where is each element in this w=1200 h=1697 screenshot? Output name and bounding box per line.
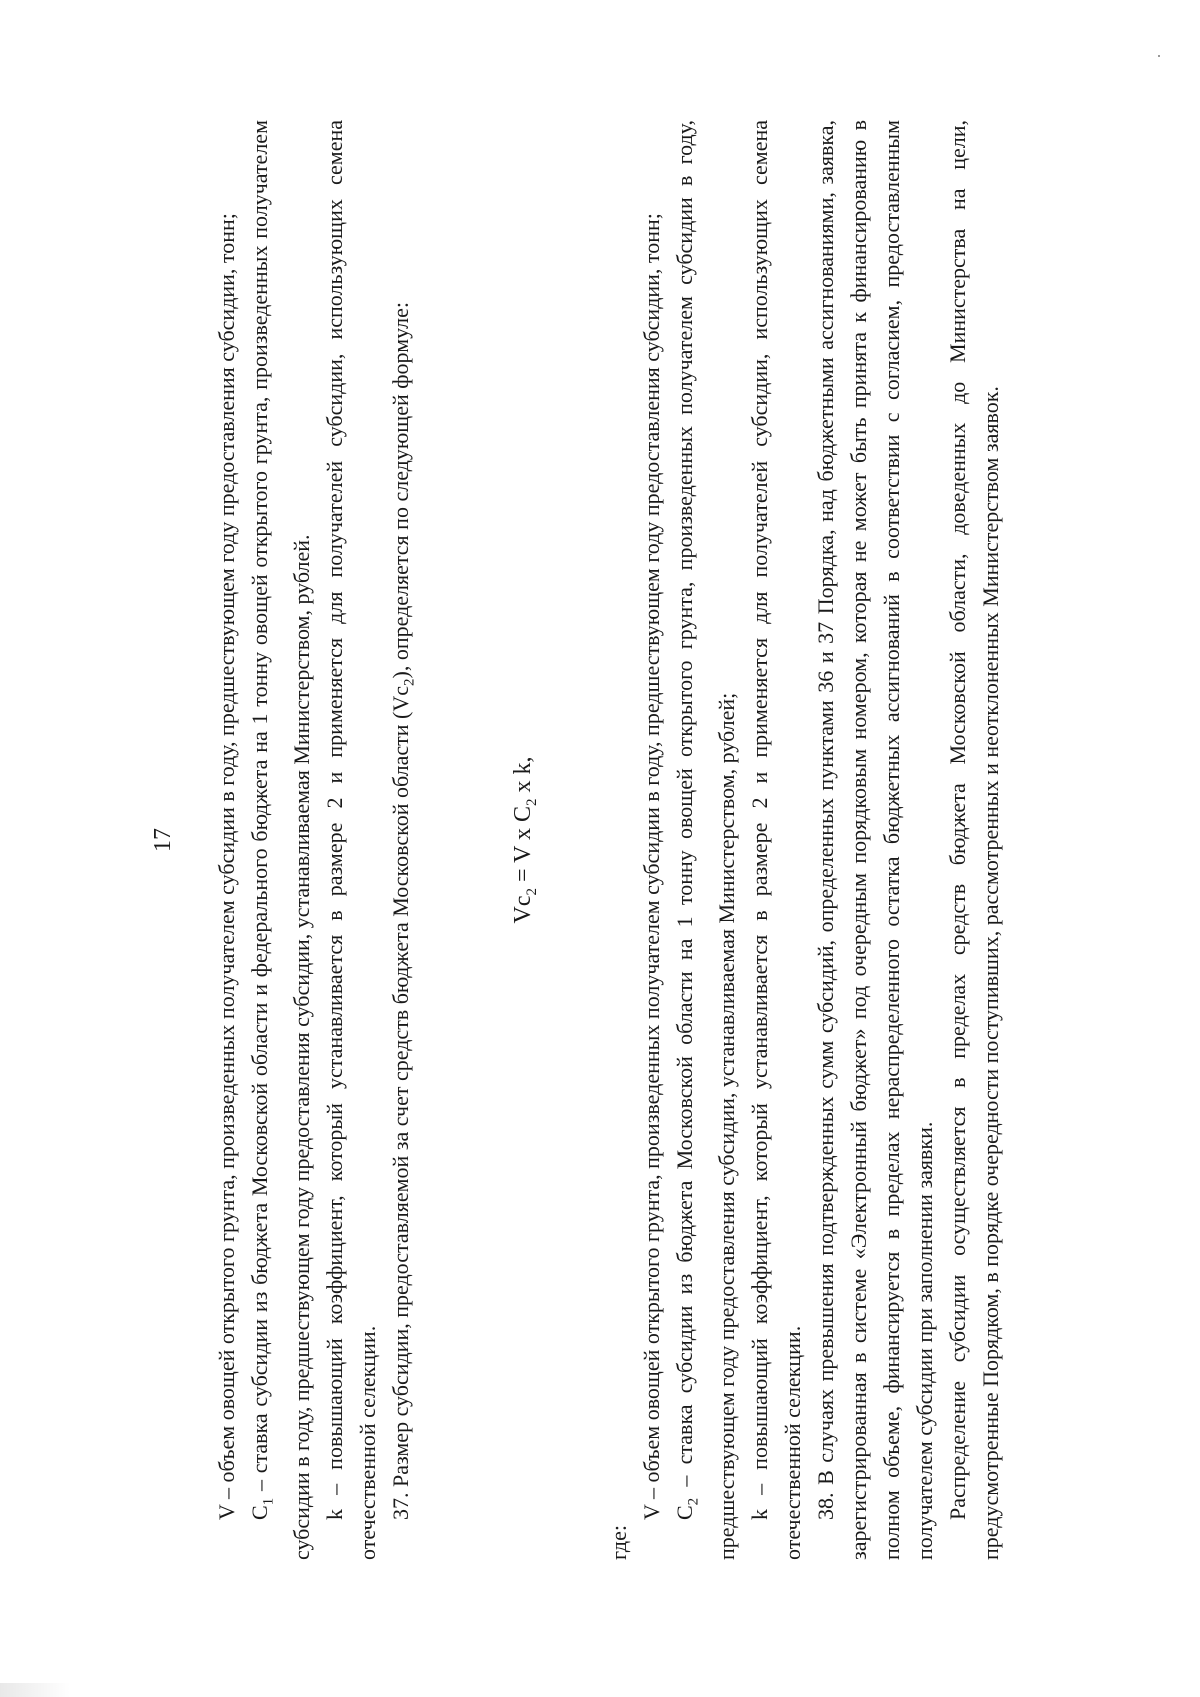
formula-vc2: $Vc_2 = V$ x $C_2$ x k, bbox=[510, 756, 540, 924]
paragraph-38: 38. В случаях превышения подтвержденных сумм субсидий, определенных пунктами 36 и 37 Порядка, над бюджетными ассигнованиями, заявка, зарегистрированная в системе «Электронный бюджет» под очередным порядковым номером, которая не может быть принята к финансированию в полном объеме, финансируется в пределах нераспределенного остатка бюджетных ассигнований в соответствии с согласием, предоставленным получателем субсидии при заполнении заявки. bbox=[813, 120, 938, 1560]
page-number: 17 bbox=[150, 828, 176, 852]
paragraph-37: 37. Размер субсидии, предоставляемой за счет средств бюджета Московской области $(Vc_2)$, определяется по следующей формуле: bbox=[388, 301, 418, 1520]
paragraph-k-definition: k – повышающий коэффициент, который устанавливается в размере 2 и применяется для получателей субсидии, использующих семена отечественной селекции. bbox=[322, 120, 381, 1560]
paragraph-k-definition-2: k – повышающий коэффициент, который устанавливается в размере 2 и применяется для получателей субсидии, использующих семена отечественной селекции. bbox=[747, 120, 806, 1560]
paragraph-v-definition-2: V – объем овощей открытого грунта, произведенных получателем субсидии в году, предшествующем году предоставления субсидии, тонн; bbox=[639, 213, 664, 1520]
paragraph-c2-definition: $C_2$ – ставка субсидии из бюджета Московской области на 1 тонну овощей открытого грунта, произведенных получателем субсидии в году, предшествующем году предоставления субсидии, устанавливаемая Министерством, рублей; bbox=[672, 120, 740, 1560]
scan-artifact-dot bbox=[1158, 55, 1160, 57]
paragraph-v-definition: V – объем овощей открытого грунта, произведенных получателем субсидии в году, предшествующем году предоставления субсидии, тонн; bbox=[214, 213, 239, 1520]
rotated-page-content bbox=[150, 120, 1050, 1560]
paragraph-where: где: bbox=[606, 1525, 631, 1560]
text-block-upper bbox=[210, 120, 427, 1560]
scan-artifact-edge bbox=[0, 1683, 70, 1697]
paragraph-c1-definition: $C_1$ – ставка субсидии из бюджета Московской области и федерального бюджета на 1 тонну овощей открытого грунта, произведенных получателем субсидии в году, предшествующем году предоставления субсидии, устанавливаемая Министерством, рублей. bbox=[247, 120, 315, 1560]
text-block-lower bbox=[602, 120, 1007, 1560]
paragraph-distribution: Распределение субсидии осуществляется в пределах средств бюджета Московской области, доведенных до Министерства на цели, предусмотренные Порядком, в порядке очередности поступивших, рассмотренных и неотклоненных Министерством заявок. bbox=[945, 120, 1004, 1560]
